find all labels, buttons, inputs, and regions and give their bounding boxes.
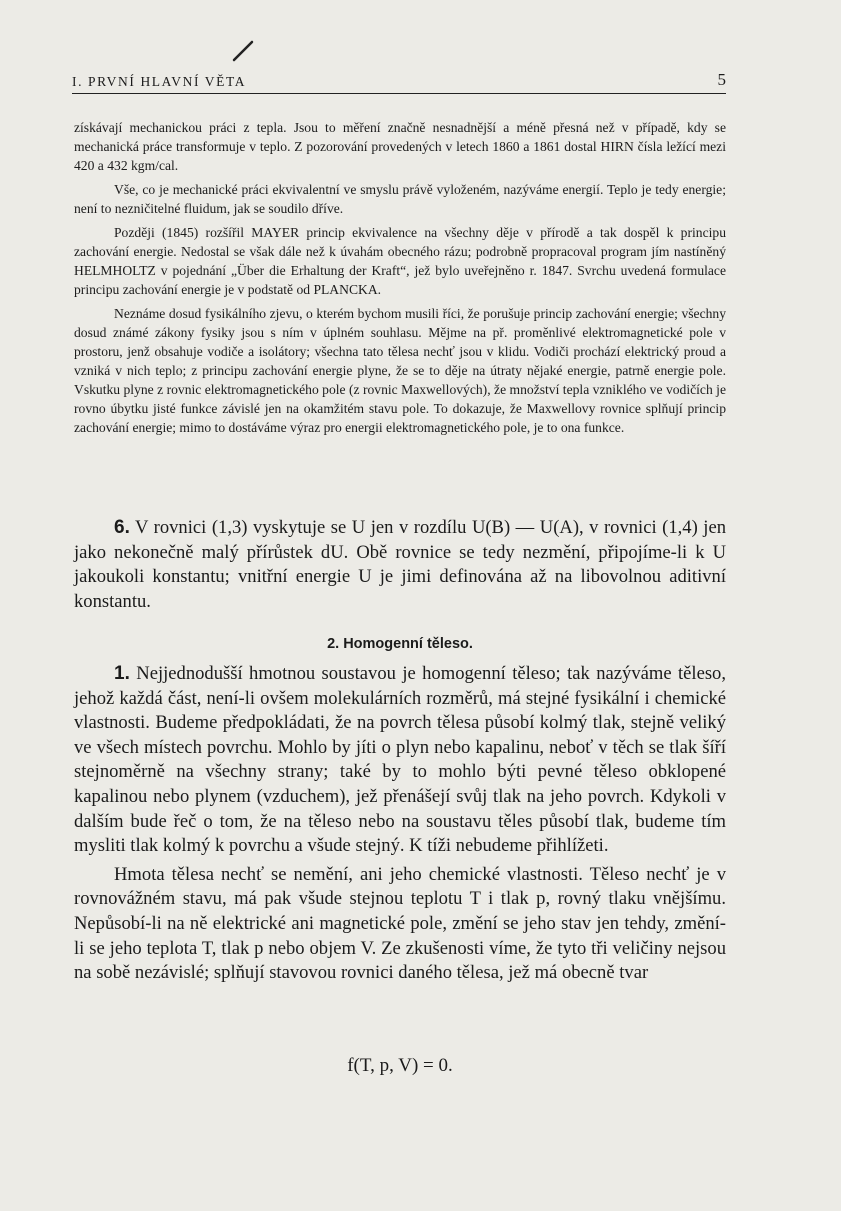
small-print-block: [74, 118, 726, 442]
paragraph-state: Hmota tělesa nechť se nemění, ani jeho chemické vlastnosti. Těleso nechť je v rovnovážném stavu, má pak všude stejnou teplotu T i tlak p, rovný tlaku vnějšímu. Nepůsobí-li na ně elektrické ani magnetické pole, změní se jeho stav jen tehdy, změní-li se jeho teplota T, tlak p nebo objem V. Ze zkušenosti víme, že tyto tři veličiny nejsou na sobě nezávislé; splňují stavovou rovnici daného tělesa, jež má obecně tvar: [74, 863, 726, 984]
state-equation: f(T, p, V) = 0.: [347, 1055, 453, 1076]
paragraph-energy: Vše, co je mechanické práci ekvivalentní ve smyslu právě vyloženém, nazýváme energií. Teplo je tedy energie; není to nezničitelné fluidum, jak se soudilo dříve.: [74, 182, 726, 216]
section-6-text: V rovnici (1,3) vyskytuje se U jen v rozdílu U(B) — U(A), v rovnici (1,4) jen jako nekonečně malý přírůstek dU. Obě rovnice se tedy nezmění, připojíme-li k U jakoukoli konstantu; vnitřní energie U je jimi definována až na libovolnou aditivní konstantu.: [74, 517, 727, 612]
paragraph-hirn: získávají mechanickou práci z tepla. Jsou to měření značně nesnadnější a méně přesná než v případě, kdy se mechanická práce transformuje v teplo. Z pozorování provedených v letech 1860 a 1861 dostal HIRN čísla ležící mezi 420 a 432 kgm/cal.: [74, 120, 726, 173]
section-1-number: 1.: [114, 663, 130, 684]
paragraph-maxwell: Neznáme dosud fysikálního zjevu, o kterém bychom musili říci, že porušuje princip zachování energie; všechny dosud známé zákony fysiky jsou s ním v úplném souhlasu. Mějme na př. proměnlivé elektromagnetické pole v prostoru, jenž obsahuje vodiče a isolátory; všechna tato tělesa nechť jsou v klidu. Vodiči prochází elektrický proud a vzniká v nich teplo; z principu zachování energie plyne, že se to děje na útraty nějaké energie, patrně energie pole. Vskutku plyne z rovnic elektromagnetického pole (z rovnic Maxwellových), že množství tepla vzniklého ve vodičích je rovno úbytku jisté funkce závislé jen na okamžitém stavu pole. To dokazuje, že Maxwellovy rovnice splňují princip zachování energie; mimo to dostáváme výraz pro energii elektromagnetického pole, je to ona funkce.: [74, 306, 726, 435]
section-6: [74, 516, 726, 614]
paragraph-mayer: Později (1845) rozšířil MAYER princip ekvivalence na všechny děje v přírodě a tak dospěl k principu zachování energie. Nedostal se však dále než k úvahám obecného rázu; podrobně propracoval program jím nastíněný HELMHOLTZ v pojednání „Über die Erhaltung der Kraft“, jež bylo uveřejněno r. 1847. Svrchu uvedená formulace principu zachování energie je v podstatě od PLANCKA.: [74, 225, 726, 297]
section-heading: 2. Homogenní těleso.: [327, 636, 473, 652]
section-1: [74, 662, 726, 986]
page-number: 5: [717, 70, 726, 89]
pen-mark-icon: [232, 40, 254, 62]
running-head: [72, 70, 726, 94]
section-6-number: 6.: [114, 517, 130, 538]
section-1-text: Nejjednodušší hmotnou soustavou je homogenní těleso; tak nazýváme těleso, jehož každá část, není-li ovšem molekulárních rozměrů, má stejné fysikální i chemické vlastnosti. Budeme předpokládati, že na povrch tělesa působí kolmý tlak, stejně veliký ve všech místech povrchu. Mohlo by jíti o plyn nebo kapalinu, neboť v těch se tlak šíří stejnoměrně na všechny strany; také by to mohlo býti pevné těleso obklopené kapalinou nebo plynem (vzduchem), jež přenášejí svůj tlak na jeho povrch. Kdykoli v dalším bude řeč o tom, že na těleso nebo na soustavu těles působí tlak, budeme tím mysliti tlak kolmý k povrchu a všude stejný. K tíži nebudeme přihlížeti.: [74, 663, 727, 857]
chapter-title: I. PRVNÍ HLAVNÍ VĚTA: [72, 74, 247, 89]
